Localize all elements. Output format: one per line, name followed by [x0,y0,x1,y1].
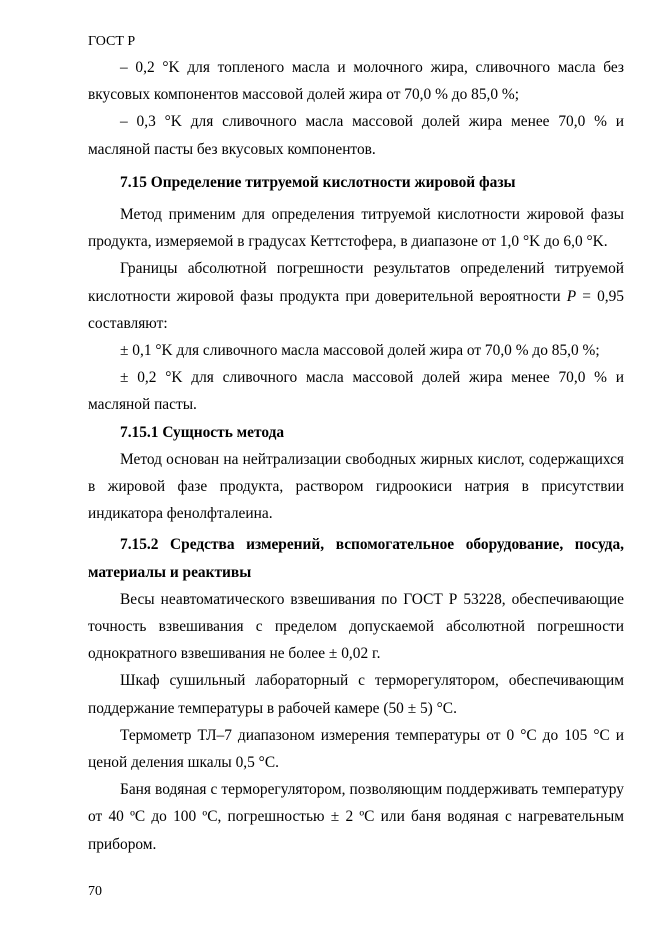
paragraph: Термометр ТЛ–7 диапазоном измерения температуры от 0 °С до 105 °С и ценой деления шкалы 0,5 °С. [88,726,624,772]
probability-variable: P [566,287,577,305]
paragraph: Шкаф сушильный лабораторный с терморегулятором, обеспечивающим поддержание температуры в рабочей камере (50 ± 5) °С. [88,672,624,717]
paragraph: ± 0,2 °K для сливочного масла массовой долей жира менее 70,0 % и масляной пасты. [88,369,624,414]
paragraph: Метод основан на нейтрализации свободных жирных кислот, содержащихся в жировой фазе продукта, раствором гидроокиси натрия в присутствии индикатора фенолфталеина. [88,450,624,523]
page-number: 70 [88,884,102,899]
paragraph: Весы неавтоматического взвешивания по ГОСТ Р 53228, обеспечивающие точность взвешивания с пределом допускаемой абсолютной погрешности однократного взвешивания не более ± 0,02 г. [88,590,624,663]
section-heading-7-15-2: 7.15.2 Средства измерений, вспомогательное оборудование, посуда, материалы и реактивы [88,536,624,581]
paragraph [88,255,624,337]
paragraph-text: Границы абсолютной погрешности результатов определений титруемой кислотности жировой фазы продукта при доверительной вероятности [88,260,624,305]
paragraph: – 0,3 °K для сливочного масла массовой долей жира менее 70,0 % и масляной пасты без вкусовых компонентов. [88,113,624,158]
page-content [88,54,624,858]
running-header: ГОСТ Р [88,34,136,49]
paragraph: Метод применим для определения титруемой кислотности жировой фазы продукта, измеряемой в градусах Кеттстофера, в диапазоне от 1,0 °K до 6,0 °K. [88,206,624,251]
paragraph: ± 0,1 °K для сливочного масла массовой долей жира от 70,0 % до 85,0 %; [120,342,600,360]
section-heading-7-15-1: 7.15.1 Сущность метода [120,423,285,441]
paragraph-text: = 0,95 составляют: [88,287,624,332]
paragraph: Баня водяная с терморегулятором, позволяющим поддерживать температуру от 40 ºС до 100 ºС, погрешностью ± 2 ºС или баня водяная с нагревательным прибором. [88,781,624,853]
paragraph: – 0,2 °K для топленого масла и молочного жира, сливочного масла без вкусовых компонентов массовой долей жира от 70,0 % до 85,0 %; [88,59,624,104]
section-heading-7-15: 7.15 Определение титруемой кислотности жировой фазы [120,173,516,191]
